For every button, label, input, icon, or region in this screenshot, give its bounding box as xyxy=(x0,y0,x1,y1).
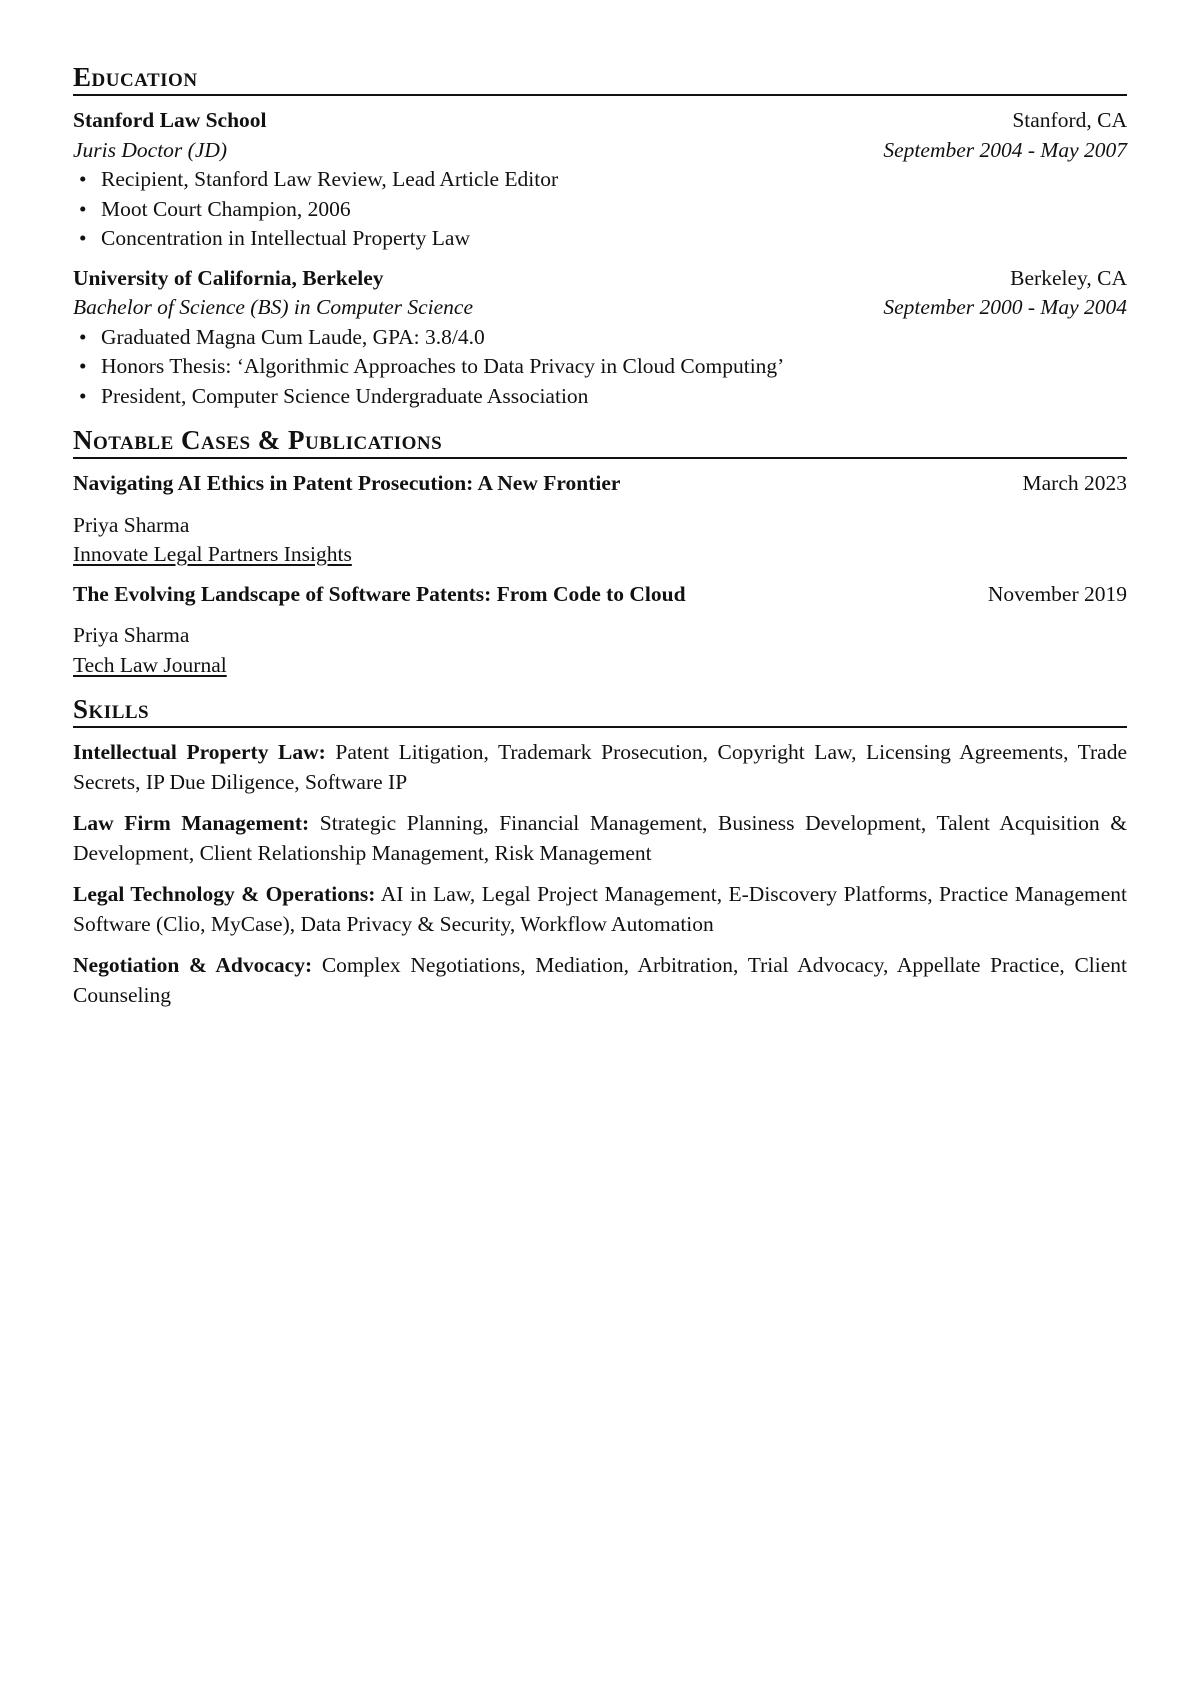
bullet-item: • Concentration in Intellectual Property Law xyxy=(73,224,1127,254)
skills-section xyxy=(73,692,1127,1010)
dates: September 2000 - May 2004 xyxy=(883,295,1127,319)
publication-title: Navigating AI Ethics in Patent Prosecution: A New Frontier xyxy=(73,471,621,495)
skill-list: Patent Litigation, Trademark Prosecution, Copyright Law, Licensing Agreements, Trade Secrets, IP Due Diligence, Software IP xyxy=(73,740,1128,794)
publication-venue-link[interactable]: Innovate Legal Partners Insights xyxy=(73,542,352,566)
bullet-item: • Moot Court Champion, 2006 xyxy=(73,195,1127,225)
education-bullets xyxy=(73,323,1127,412)
education-section xyxy=(73,60,1127,411)
skill-list: Strategic Planning, Financial Management, Business Development, Talent Acquisition & Development, Client Relationship Management, Risk Management xyxy=(73,811,1127,865)
publication-author: Priya Sharma xyxy=(73,512,190,537)
degree: Juris Doctor (JD) xyxy=(73,137,228,162)
dates: September 2004 - May 2007 xyxy=(883,137,1127,162)
skill-item xyxy=(73,738,1127,797)
publication-entry xyxy=(73,580,1127,681)
skill-category: Negotiation & Advocacy: xyxy=(73,953,313,977)
school-location: Stanford, CA xyxy=(1012,108,1127,132)
skill-list: AI in Law, Legal Project Management, E-Discovery Platforms, Practice Management Software (Clio, MyCase), Data Privacy & Security, Workflow Automation xyxy=(73,882,1127,936)
education-entry xyxy=(73,106,1127,254)
skill-item xyxy=(73,809,1127,868)
publication-title: The Evolving Landscape of Software Patents: From Code to Cloud xyxy=(73,581,686,606)
bullet-item: • Honors Thesis: ‘Algorithmic Approaches to Data Privacy in Cloud Computing’ xyxy=(73,352,1127,382)
degree: Bachelor of Science (BS) in Computer Science xyxy=(73,295,473,319)
bullet-item: • Recipient, Stanford Law Review, Lead Article Editor xyxy=(73,165,1127,195)
publications-section xyxy=(73,423,1127,680)
publication-date: March 2023 xyxy=(1022,471,1127,495)
publication-author: Priya Sharma xyxy=(73,623,190,647)
school-name: Stanford Law School xyxy=(73,108,267,132)
skill-item xyxy=(73,880,1127,939)
skills-heading: Skills xyxy=(73,692,1127,728)
publication-venue-link[interactable]: Tech Law Journal xyxy=(73,652,227,677)
publication-entry xyxy=(73,469,1127,570)
resume-page xyxy=(73,60,1127,1022)
school-name: University of California, Berkeley xyxy=(73,265,384,290)
skill-category: Law Firm Management: xyxy=(73,811,310,835)
skill-category: Intellectual Property Law: xyxy=(73,740,326,764)
skill-item xyxy=(73,951,1127,1010)
education-entry xyxy=(73,264,1127,412)
school-location: Berkeley, CA xyxy=(1010,265,1127,290)
publication-date: November 2019 xyxy=(987,581,1127,606)
publications-heading: Notable Cases & Publications xyxy=(73,423,1127,459)
skill-list: Complex Negotiations, Mediation, Arbitration, Trial Advocacy, Appellate Practice, Client Counseling xyxy=(73,953,1127,1007)
education-bullets xyxy=(73,165,1127,254)
skill-category: Legal Technology & Operations: xyxy=(73,882,376,906)
bullet-item: • Graduated Magna Cum Laude, GPA: 3.8/4.0 xyxy=(73,323,1127,353)
education-heading: Education xyxy=(73,60,1127,96)
bullet-item: • President, Computer Science Undergraduate Association xyxy=(73,382,1127,412)
